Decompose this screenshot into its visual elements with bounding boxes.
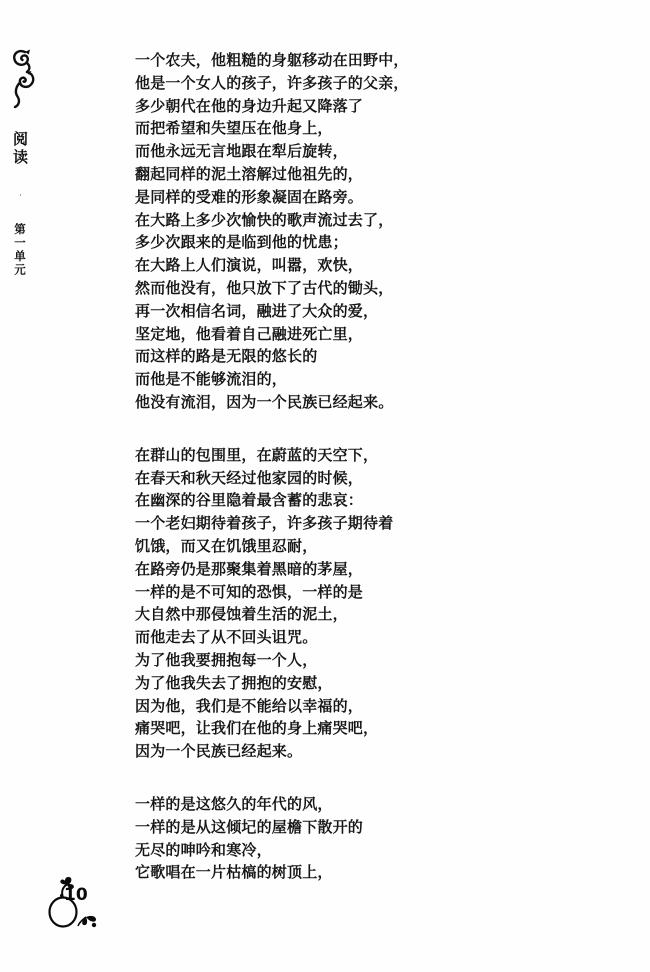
poem-line: 多少朝代在他的身边升起又降落了 (135, 96, 364, 115)
poem-line: 大自然中那侵蚀着生活的泥土， (135, 605, 348, 624)
poem-line: 一样的是这悠久的年代的风， (135, 794, 333, 813)
poem-text (135, 49, 465, 914)
poem-line: 一样的是不可知的恐惧，一样的是 (135, 582, 364, 601)
poem-stanza-3 (135, 793, 465, 884)
poem-stanza-2 (135, 444, 465, 763)
unit-label (12, 131, 28, 277)
floral-scroll-ornament-icon (11, 48, 37, 110)
poem-line: 是同样的受难的形象凝固在路旁。 (135, 187, 364, 206)
poem-line: 而这样的路是无限的悠长的 (135, 347, 318, 366)
poem-line: 为了他我失去了拥抱的安慰， (135, 673, 333, 692)
sidebar (0, 0, 60, 972)
poem-line: 在路旁仍是那聚集着黑暗的茅屋， (135, 559, 364, 578)
poem-line: 因为一个民族已经起来。 (135, 742, 303, 761)
poem-line: 而他是不能够流泪的， (135, 370, 288, 389)
poem-line: 坚定地，他看着自己融进死亡里， (135, 324, 364, 343)
poem-line: 多少次跟来的是临到他的忧患； (135, 233, 348, 252)
poem-line: 而他走去了从不回头诅咒。 (135, 628, 318, 647)
page-footer (42, 876, 112, 938)
unit-label-unit-one: 第一单元 (13, 223, 27, 277)
page-number: 10 (64, 885, 88, 905)
poem-line: 痛哭吧，让我们在他的身上痛哭吧， (135, 719, 379, 738)
poem-line: 然而他没有，他只放下了古代的锄头， (135, 278, 394, 297)
poem-line: 而把希望和失望压在他身上， (135, 119, 333, 138)
poem-line: 饥饿，而又在饥饿里忍耐， (135, 536, 318, 555)
poem-line: 他是一个女人的孩子，许多孩子的父亲， (135, 73, 409, 92)
poem-line: 一个老妇期待着孩子，许多孩子期待着 (135, 514, 394, 533)
poem-line: 它歌唱在一片枯槁的树顶上， (135, 863, 333, 882)
unit-label-separator-dot: · (16, 191, 25, 200)
poem-line: 他没有流泪，因为一个民族已经起来。 (135, 392, 394, 411)
poem-line: 而他永远无言地跟在犁后旋转， (135, 142, 348, 161)
poem-line: 在大路上人们演说，叫嚣，欢快， (135, 256, 364, 275)
poem-line: 在春天和秋天经过他家园的时候， (135, 468, 364, 487)
unit-label-reading: 阅读 (11, 131, 29, 167)
poem-line: 翻起同样的泥土溶解过他祖先的， (135, 164, 364, 183)
poem-line: 在群山的包围里，在蔚蓝的天空下， (135, 445, 379, 464)
poem-line: 再一次相信名词，融进了大众的爱， (135, 301, 379, 320)
poem-line: 一样的是从这倾圮的屋檐下散开的 (135, 817, 364, 836)
poem-line: 一个农夫，他粗糙的身躯移动在田野中， (135, 51, 409, 69)
poem-line: 在大路上多少次愉快的歌声流过去了， (135, 210, 394, 229)
poem-line: 为了他我要拥抱每一个人， (135, 650, 318, 669)
poem-line: 因为他，我们是不能给以幸福的， (135, 696, 364, 715)
poem-line: 在幽深的谷里隐着最含蓄的悲哀： (135, 491, 364, 510)
poem-stanza-1 (135, 49, 465, 414)
page-number-dot (60, 894, 63, 897)
poem-line: 无尽的呻吟和寒冷， (135, 840, 272, 859)
